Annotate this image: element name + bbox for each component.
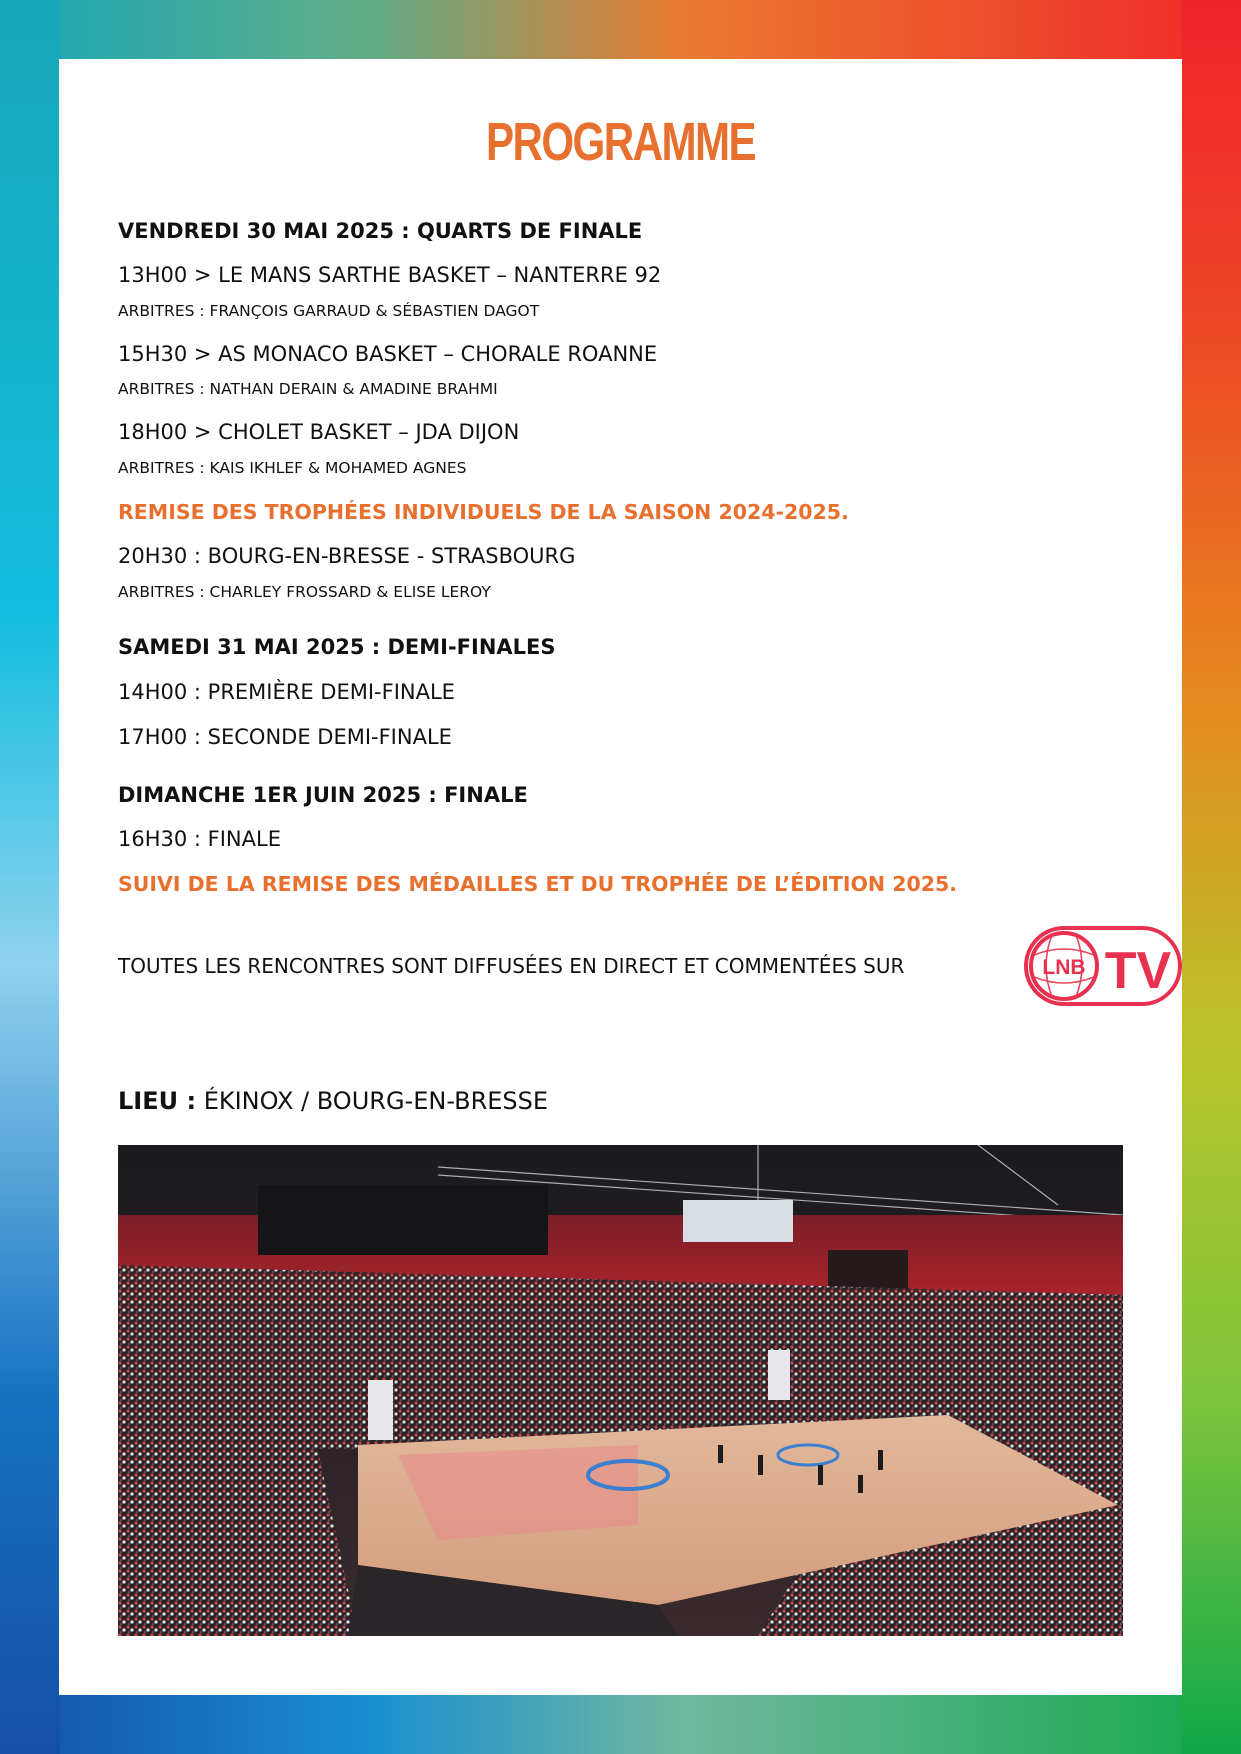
match-line: 18H00 > CHOLET BASKET – JDA DIJON — [118, 420, 520, 444]
match-line: 16H30 : FINALE — [118, 827, 281, 851]
lnb-tv-logo-icon — [1024, 925, 1182, 1007]
day-heading-saturday: SAMEDI 31 MAI 2025 : DEMI-FINALES — [118, 635, 556, 659]
referees-line: ARBITRES : NATHAN DERAIN & AMADINE BRAHMI — [118, 380, 498, 398]
match-line: 14H00 : PREMIÈRE DEMI-FINALE — [118, 680, 455, 704]
broadcast-text: TOUTES LES RENCONTRES SONT DIFFUSÉES EN DIRECT ET COMMENTÉES SUR — [118, 954, 905, 978]
frame-top-border — [0, 0, 1241, 60]
lnb-logo-text: LNB — [1042, 956, 1086, 979]
venue-label: LIEU : — [118, 1087, 197, 1115]
day-heading-sunday: DIMANCHE 1ER JUIN 2025 : FINALE — [118, 783, 528, 807]
tv-logo-text: TV — [1104, 942, 1172, 1000]
page-title: PROGRAMME — [485, 112, 756, 172]
day-heading-friday: VENDREDI 30 MAI 2025 : QUARTS DE FINALE — [118, 219, 643, 243]
frame-bottom-border — [0, 1694, 1241, 1754]
match-line: 17H00 : SECONDE DEMI-FINALE — [118, 725, 452, 749]
match-line: 20H30 : BOURG-EN-BRESSE - STRASBOURG — [118, 544, 576, 568]
match-line: 15H30 > AS MONACO BASKET – CHORALE ROANNE — [118, 342, 658, 366]
referees-line: ARBITRES : CHARLEY FROSSARD & ELISE LEROY — [118, 583, 491, 601]
venue-line — [118, 1087, 548, 1115]
programme-sheet — [59, 59, 1182, 1695]
medals-highlight: SUIVI DE LA REMISE DES MÉDAILLES ET DU TROPHÉE DE L’ÉDITION 2025. — [118, 872, 958, 896]
frame-right-border — [1181, 0, 1241, 1754]
match-line: 13H00 > LE MANS SARTHE BASKET – NANTERRE 92 — [118, 263, 662, 287]
basketball-arena-photo-icon — [118, 1145, 1123, 1636]
referees-line: ARBITRES : KAIS IKHLEF & MOHAMED AGNES — [118, 459, 467, 477]
frame-left-border — [0, 0, 60, 1754]
trophies-highlight: REMISE DES TROPHÉES INDIVIDUELS DE LA SAISON 2024-2025. — [118, 500, 849, 524]
venue-value: ÉKINOX / BOURG-EN-BRESSE — [196, 1087, 549, 1115]
referees-line: ARBITRES : FRANÇOIS GARRAUD & SÉBASTIEN DAGOT — [118, 302, 540, 320]
